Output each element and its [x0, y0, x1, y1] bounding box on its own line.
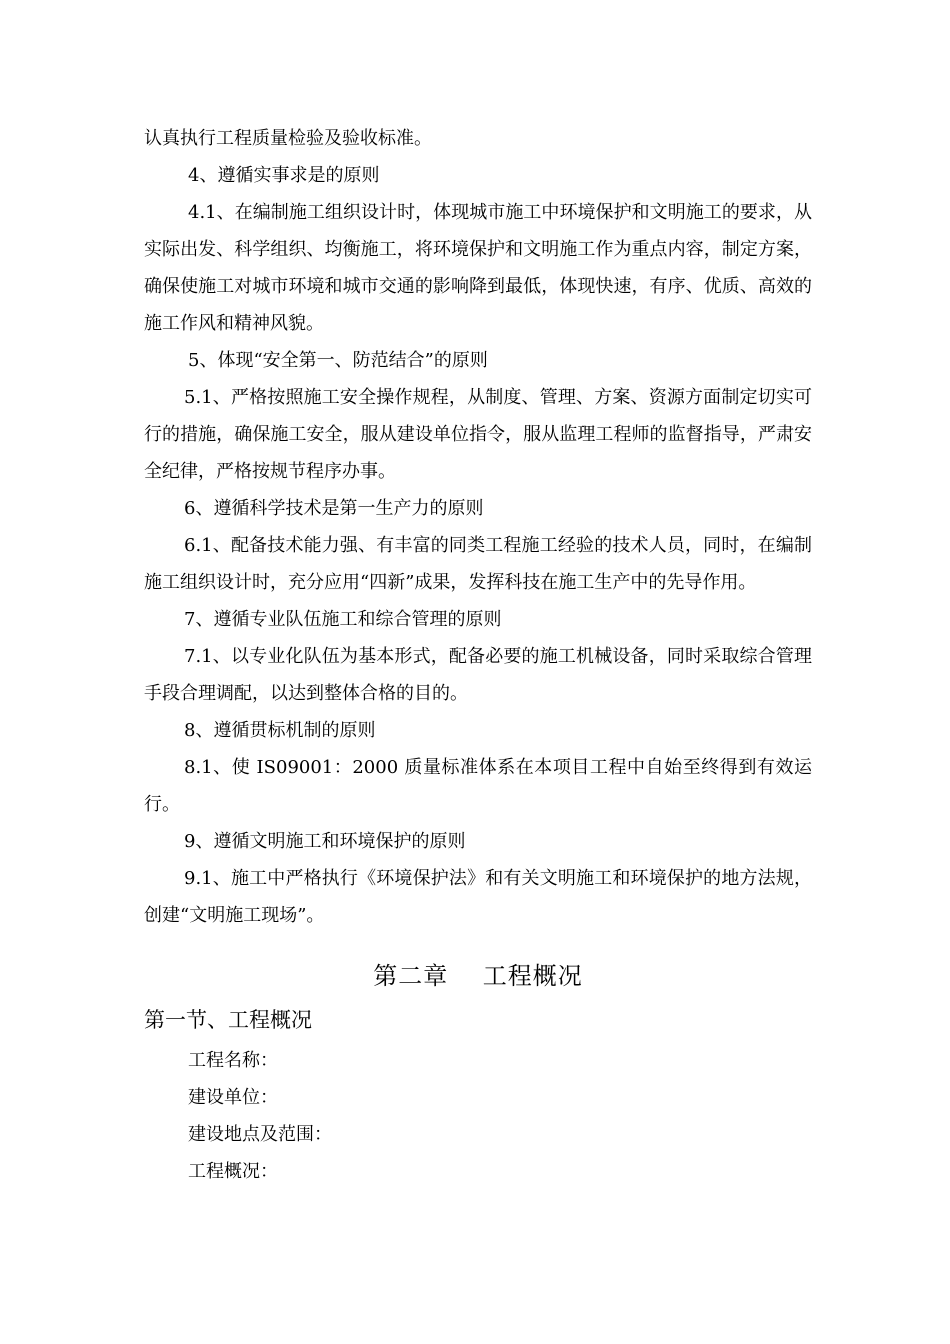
paragraph-7-1: 7.1、以专业化队伍为基本形式，配备必要的施工机械设备，同时采取综合管理手段合理调配，以达到整体合格的目的。 [144, 646, 812, 704]
paragraph-0: 认真执行工程质量检验及验收标准。 [144, 128, 432, 149]
paragraph-9-1: 9.1、施工中严格执行《环境保护法》和有关文明施工和环境保护的地方法规，创建“文明施工现场”。 [144, 868, 812, 926]
heading-principle-5: 5、体现“安全第一、防范结合”的原则 [188, 350, 488, 371]
field-project-overview: 工程概况： [188, 1161, 278, 1182]
field-location-scope: 建设地点及范围： [188, 1124, 332, 1145]
page-content [144, 120, 812, 1190]
paragraph-4-1: 4.1、在编制施工组织设计时，体现城市施工中环境保护和文明施工的要求，从实际出发、科学组织、均衡施工，将环境保护和文明施工作为重点内容，制定方案，确保使施工对城市环境和城市交通的影响降到最低，体现快速，有序、优质、高效的施工作风和精神风貌。 [144, 202, 812, 334]
heading-principle-6: 6、遵循科学技术是第一生产力的原则 [184, 498, 484, 519]
field-project-name: 工程名称： [188, 1050, 278, 1071]
heading-principle-7: 7、遵循专业队伍施工和综合管理的原则 [184, 609, 502, 630]
paragraph-8-1: 8.1、使 IS09001：2000 质量标准体系在本项目工程中自始至终得到有效运行。 [144, 757, 812, 815]
section-title: 第一节、工程概况 [144, 1008, 312, 1032]
heading-principle-9: 9、遵循文明施工和环境保护的原则 [184, 831, 466, 852]
chapter-title: 第二章 工程概况 [373, 962, 583, 990]
paragraph-6-1: 6.1、配备技术能力强、有丰富的同类工程施工经验的技术人员，同时，在编制施工组织设计时，充分应用“四新”成果，发挥科技在施工生产中的先导作用。 [144, 535, 812, 593]
paragraph-5-1: 5.1、严格按照施工安全操作规程，从制度、管理、方案、资源方面制定切实可行的措施，确保施工安全，服从建设单位指令，服从监理工程师的监督指导，严肃安全纪律，严格按规节程序办事。 [144, 387, 812, 482]
heading-principle-8: 8、遵循贯标机制的原则 [184, 720, 376, 741]
heading-principle-4: 4、遵循实事求是的原则 [188, 165, 380, 186]
field-construction-unit: 建设单位： [188, 1087, 278, 1108]
